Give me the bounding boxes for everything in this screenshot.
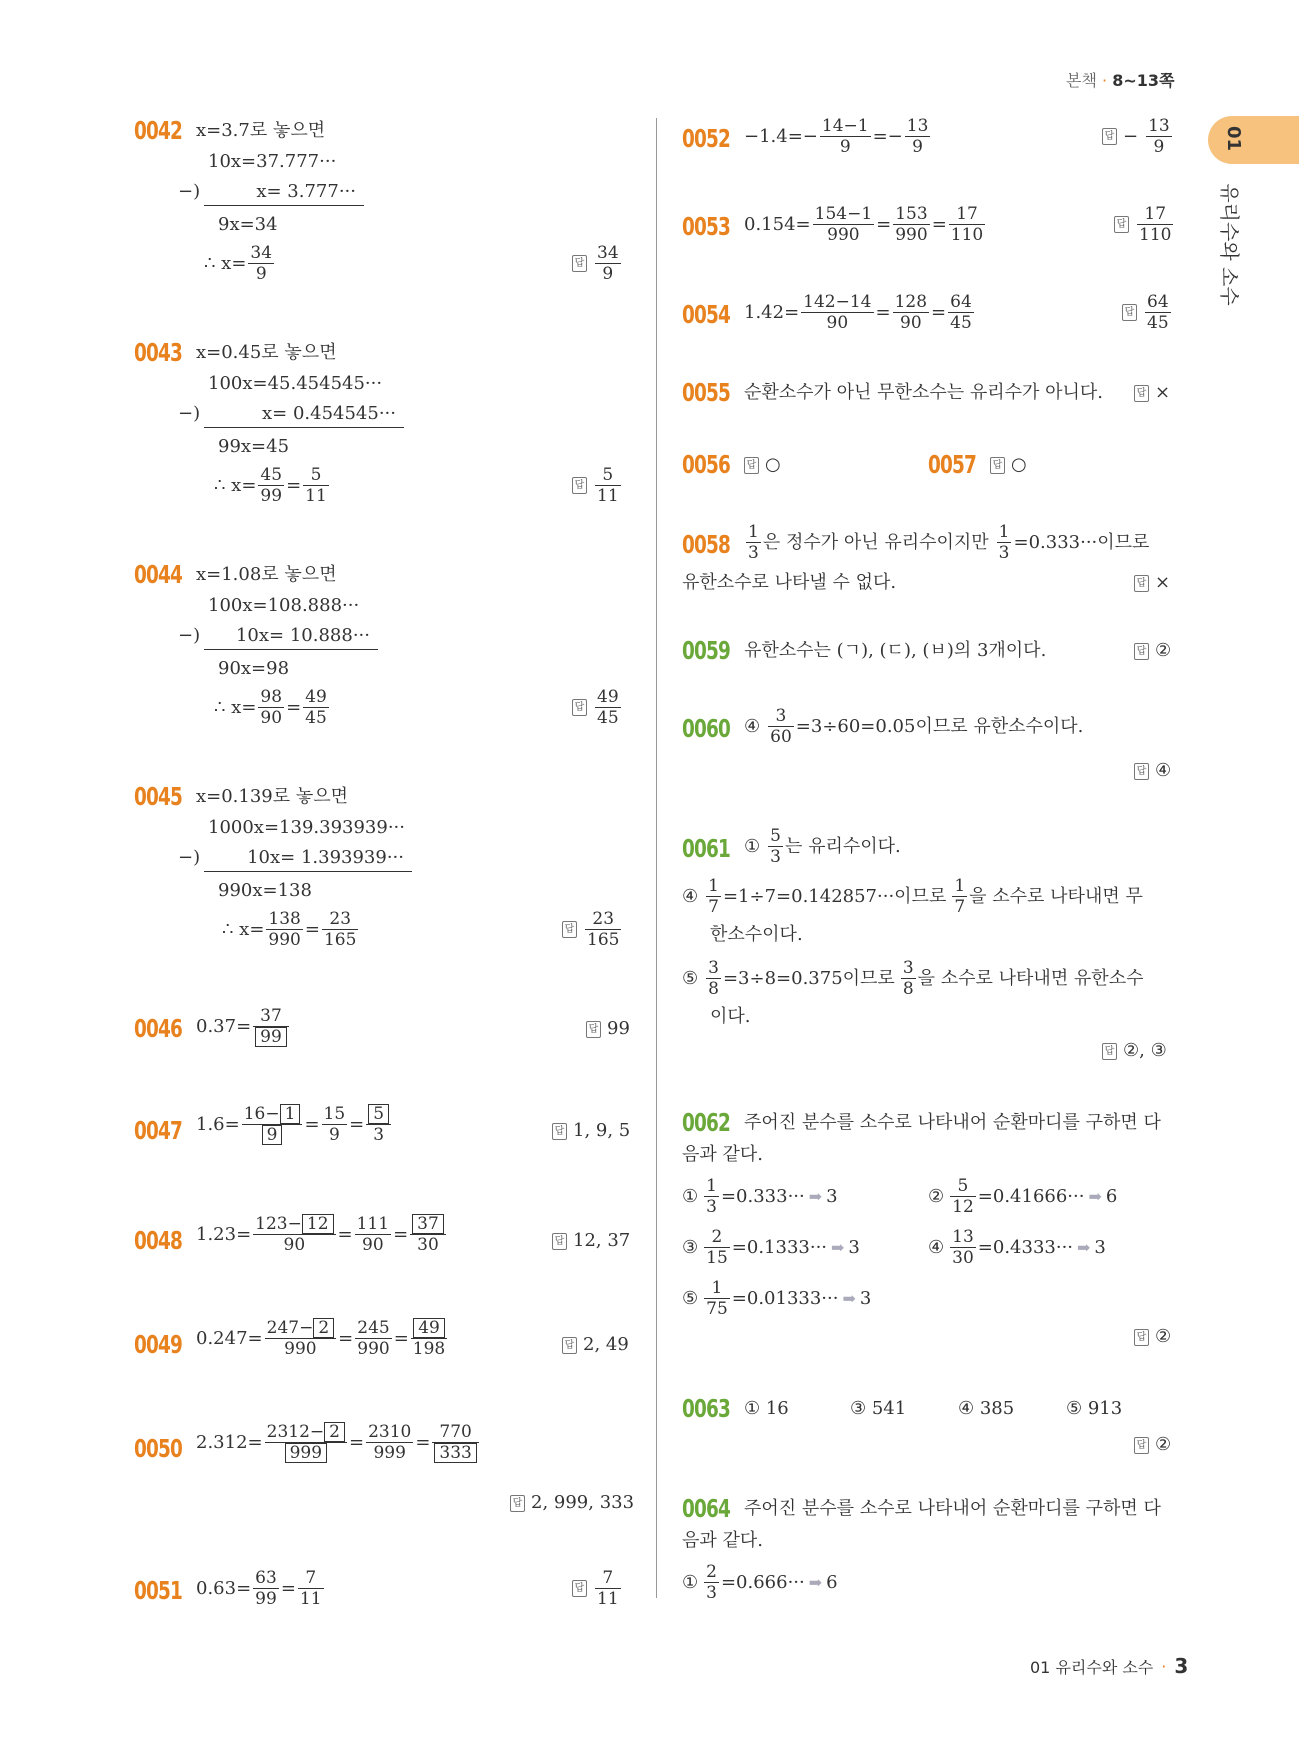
answer-icon: 답: [744, 457, 759, 474]
equation: 0.247= $\frac{247- 2}{990}$ = $\frac{245}{990}$ = $\frac{49}{198}$: [196, 1318, 446, 1359]
problem-0060: [682, 706, 1182, 796]
answer: 답 ②: [1134, 1432, 1171, 1458]
equation-line: x= 0.454545···: [204, 401, 404, 428]
arrow-right-icon: ➡: [1088, 1186, 1102, 1206]
problem-0058: [682, 522, 1182, 602]
answer: 답 $\frac{49}{45}$: [572, 687, 623, 728]
answer-icon: 답: [1134, 1329, 1149, 1346]
problem-number: 0051: [134, 1576, 183, 1605]
problem-number: 0062: [682, 1108, 731, 1137]
page-number: 3: [1174, 1654, 1189, 1678]
therefore: ∴ x=: [204, 252, 247, 274]
problem-0053: [682, 204, 1182, 254]
equation-line: 90x=98: [218, 658, 290, 679]
equation-line: 990x=138: [218, 880, 312, 901]
equation: −1.4=− $\frac{14-1}{9}$ =− $\frac{13}{9}$: [744, 116, 929, 157]
problem-number: 0053: [682, 212, 731, 241]
answer: 답 $\frac{5}{11}$: [572, 465, 623, 506]
answer: 답 12, 37: [552, 1228, 630, 1254]
list-item: ⑤ 913: [1066, 1398, 1123, 1419]
fraction: $\frac{34}{9}$: [250, 243, 273, 284]
answer: 답 $\frac{7}{11}$: [572, 1568, 623, 1609]
answer-icon: 답: [1134, 1437, 1149, 1454]
problem-0044: [134, 560, 634, 740]
setup-line: x=3.7로 놓으면: [196, 120, 326, 141]
problem-number: 0049: [134, 1330, 183, 1359]
list-item: ② $\frac{5}{12}$ =0.41666··· ➡ 6: [928, 1176, 1118, 1217]
problem-0055: [682, 378, 1182, 412]
problem-number: 0048: [134, 1226, 183, 1255]
choice-1: ① $\frac{5}{3}$ 는 유리수이다.: [744, 826, 901, 867]
problem-0062: [682, 1108, 1182, 1348]
list-item: ① $\frac{2}{3}$ =0.666··· ➡ 6: [682, 1562, 838, 1603]
problem-0042: [134, 116, 634, 296]
answer: 답 ②, ③: [1102, 1038, 1167, 1064]
list-item: ③ 541: [850, 1398, 907, 1419]
setup-line: x=0.139로 놓으면: [196, 786, 349, 807]
minus-sign: −): [178, 625, 201, 646]
problem-number: 0058: [682, 530, 731, 559]
answer: 답 ④: [1134, 758, 1171, 784]
conclusion-line: ∴ x= $\frac{138}{990}$ = $\frac{23}{165}$: [222, 909, 357, 950]
problem-number: 0064: [682, 1494, 731, 1523]
problem-number: 0061: [682, 834, 731, 863]
equation: 1.6= $\frac{16- 1}{9}$ = $\frac{15}{9}$ = $\frac{5}{3}$: [196, 1104, 393, 1145]
answer: 답 ×: [1134, 380, 1170, 406]
conclusion-line: ∴ x= $\frac{45}{99}$ = $\frac{5}{11}$: [214, 465, 327, 506]
problem-0048: [134, 1214, 634, 1274]
arrow-right-icon: ➡: [808, 1186, 823, 1206]
answer-icon: 답: [1102, 1043, 1117, 1060]
minus-sign: −): [178, 847, 201, 868]
statement: 순환소수가 아닌 무한소수는 유리수가 아니다.: [744, 382, 1103, 403]
answer: 답 $\frac{34}{9}$: [572, 243, 623, 284]
problem-number: 0063: [682, 1394, 731, 1423]
answer-icon: 답: [1114, 216, 1129, 233]
equation: 0.37= $\frac{37}{99}$: [196, 1006, 291, 1047]
setup-line: x=0.45로 놓으면: [196, 342, 337, 363]
equation-line: 10x= 10.888···: [204, 623, 378, 650]
answer-icon: 답: [1122, 304, 1137, 321]
problem-number: 0045: [134, 782, 183, 811]
answer-icon: 답: [562, 921, 577, 938]
problem-0046: [134, 1006, 634, 1066]
choice-5-line2: 이다.: [710, 1006, 751, 1027]
problem-0061: [682, 826, 1182, 1066]
choice-5: ⑤ $\frac{3}{8}$ =3÷8=0.375이므로 $\frac{3}{8}$ 을 소수로 나타내면 유한소수: [682, 958, 1144, 999]
equation-line: x= 3.777···: [204, 179, 364, 206]
arrow-right-icon: ➡: [831, 1237, 845, 1257]
problem-number: 0043: [134, 338, 183, 367]
answer-icon: 답: [552, 1233, 567, 1250]
statement: ④ $\frac{3}{60}$ =3÷60=0.05이므로 유한소수이다.: [744, 706, 1084, 747]
list-item: ④ $\frac{13}{30}$ =0.4333··· ➡ 3: [928, 1227, 1106, 1268]
equation: 0.63= $\frac{63}{99}$ = $\frac{7}{11}$: [196, 1568, 322, 1609]
answer-icon: 답: [572, 699, 587, 716]
problem-0045: [134, 782, 634, 962]
problem-number: 0055: [682, 378, 731, 407]
problem-0052: [682, 116, 1182, 166]
list-item: ① $\frac{1}{3}$ =0.333··· ➡ 3: [682, 1176, 838, 1217]
equation: 0.154= $\frac{154-1}{990}$ = $\frac{153}{990}$ = $\frac{17}{110}$: [744, 204, 984, 245]
problem-number: 0050: [134, 1434, 183, 1463]
conclusion-line: ∴ x= $\frac{98}{90}$ = $\frac{49}{45}$: [214, 687, 327, 728]
answer: 답 1, 9, 5: [552, 1118, 630, 1144]
page-footer: 01 유리수와 소수 · 3: [1030, 1654, 1189, 1678]
equation: 1.23= $\frac{123- 12}{90}$ = $\frac{111}{90}$ = $\frac{37}{30}$: [196, 1214, 448, 1255]
answer: 답 99: [586, 1016, 630, 1042]
answer-icon: 답: [510, 1495, 525, 1512]
equation-line: 10x= 1.393939···: [204, 845, 412, 872]
answer-icon: 답: [572, 477, 587, 494]
conclusion-line: [204, 243, 276, 284]
chapter-tab: [1208, 116, 1299, 164]
equation-line: 10x=37.777···: [208, 151, 337, 172]
minus-sign: −): [178, 181, 201, 202]
answer: 답 − $\frac{13}{9}$: [1102, 116, 1174, 157]
problem-0049: [134, 1318, 634, 1378]
statement-line2: 음과 같다.: [682, 1530, 763, 1551]
problem-number: 0060: [682, 714, 731, 743]
problem-0056: [682, 450, 902, 484]
problem-number: 0047: [134, 1116, 183, 1145]
equation-line: 1000x=139.393939···: [208, 817, 405, 838]
problem-number: 0057: [928, 450, 977, 479]
choice-4-line2: 한소수이다.: [710, 924, 803, 945]
problem-number: 0044: [134, 560, 183, 589]
statement: 주어진 분수를 소수로 나타내어 순환마디를 구하면 다: [744, 1498, 1161, 1519]
answer: 답 $\frac{17}{110}$: [1114, 204, 1175, 245]
header-pages: 8~13쪽: [1112, 71, 1175, 90]
statement: 유한소수는 (ㄱ), (ㄷ), (ㅂ)의 3개이다.: [744, 640, 1047, 661]
answer: 답 $\frac{64}{45}$: [1122, 292, 1173, 333]
header-book: 본책: [1066, 71, 1097, 90]
problem-0051: [134, 1568, 634, 1618]
answer: 답 ○: [990, 452, 1027, 478]
answer-icon: 답: [572, 1580, 587, 1597]
problem-0059: [682, 636, 1182, 670]
answer: 답 2, 49: [562, 1332, 629, 1358]
chapter-tab-title: 유리수와 소수: [1217, 183, 1242, 306]
answer-icon: 답: [1134, 385, 1149, 402]
problem-0050: [134, 1422, 634, 1522]
answer-icon: 답: [552, 1123, 567, 1140]
answer-icon: 답: [1134, 575, 1149, 592]
equation: 2.312= $\frac{2312- 2}{999}$ = $\frac{2310}{999}$ = $\frac{770}{333}$: [196, 1422, 481, 1463]
problem-0063: [682, 1394, 1182, 1464]
problem-0057: [928, 450, 1148, 484]
answer: 답 ②: [1134, 638, 1171, 664]
answer: 답 ×: [1134, 570, 1170, 596]
answer: 답 $\frac{23}{165}$: [562, 909, 623, 950]
equation: 1.42= $\frac{142-14}{90}$ = $\frac{128}{90}$ = $\frac{64}{45}$: [744, 292, 972, 333]
minus-sign: −): [178, 403, 201, 424]
problem-number: 0054: [682, 300, 731, 329]
equation-line: 100x=108.888···: [208, 595, 360, 616]
arrow-right-icon: ➡: [842, 1288, 856, 1308]
footer-chapter: 01 유리수와 소수: [1030, 1657, 1154, 1677]
list-item: ③ $\frac{2}{15}$ =0.1333··· ➡ 3: [682, 1227, 860, 1268]
problem-number: 0042: [134, 116, 183, 145]
problem-number: 0046: [134, 1014, 183, 1043]
answer-icon: 답: [562, 1337, 577, 1354]
problem-0047: [134, 1104, 634, 1164]
answer-icon: 답: [1102, 128, 1117, 145]
problem-0064: [682, 1494, 1182, 1614]
statement: 주어진 분수를 소수로 나타내어 순환마디를 구하면 다: [744, 1112, 1161, 1133]
equation-line: 100x=45.454545···: [208, 373, 383, 394]
choice-4: ④ $\frac{1}{7}$ =1÷7=0.142857···이므로 $\frac{1}{7}$ 을 소수로 나타내면 무: [682, 876, 1143, 917]
problem-number: 0052: [682, 124, 731, 153]
problem-0054: [682, 292, 1182, 342]
problem-0043: [134, 338, 634, 518]
equation-line: 99x=45: [218, 436, 290, 457]
answer: 답 2, 999, 333: [510, 1490, 634, 1516]
answer-icon: 답: [572, 255, 587, 272]
answer: 답 ○: [744, 452, 781, 478]
statement: $\frac{1}{3}$ 은 정수가 아닌 유리수이지만 $\frac{1}{3}$ =0.333···이므로: [748, 522, 1150, 563]
answer-icon: 답: [990, 457, 1005, 474]
chapter-tab-number: 01: [1223, 125, 1245, 152]
statement-line2: 유한소수로 나타낼 수 없다.: [682, 572, 897, 593]
answer-icon: 답: [1134, 763, 1149, 780]
setup-line: x=1.08로 놓으면: [196, 564, 337, 585]
equation-line: 9x=34: [218, 214, 278, 235]
answer-icon: 답: [586, 1021, 601, 1038]
arrow-right-icon: ➡: [808, 1572, 823, 1592]
column-divider: [656, 118, 657, 1598]
problem-number: 0059: [682, 636, 731, 665]
list-item: ④ 385: [958, 1398, 1015, 1419]
statement-line2: 음과 같다.: [682, 1144, 763, 1165]
page-header: 본책 · 8~13쪽: [1066, 71, 1175, 90]
list-item: ⑤ $\frac{1}{75}$ =0.01333··· ➡ 3: [682, 1278, 872, 1319]
problem-number: 0056: [682, 450, 731, 479]
list-item: ① 16: [744, 1398, 789, 1419]
arrow-right-icon: ➡: [1077, 1237, 1091, 1257]
answer-icon: 답: [1134, 643, 1149, 660]
answer: 답 ②: [1134, 1324, 1171, 1350]
